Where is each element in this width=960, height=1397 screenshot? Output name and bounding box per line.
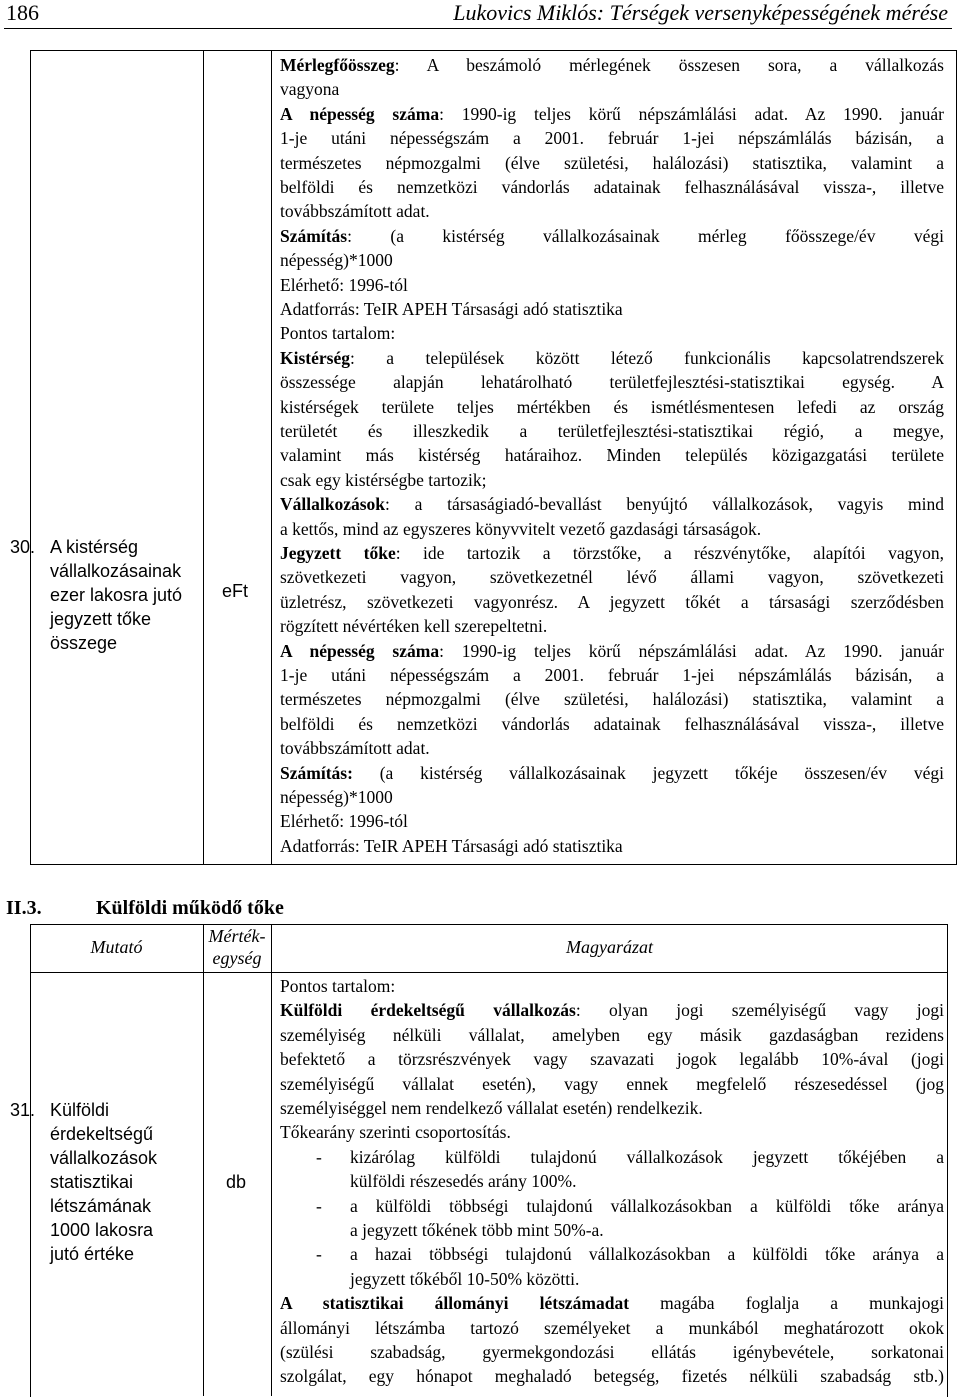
line-text: szövetkezeti vagyon, szövetkezetnél lévő állami vagyon, szövetkezeti: [280, 567, 944, 588]
indicator-number: 31.: [10, 1100, 36, 1120]
list-item: [316, 1194, 944, 1218]
text-line: [280, 419, 944, 443]
term: A népesség száma: [280, 103, 440, 124]
text-line: [280, 443, 944, 467]
text-line: [280, 126, 944, 150]
line-text: befektető a törzsrészvények vagy szavazati jogok legalább 10%-ával (jogi: [280, 1049, 944, 1070]
indicator-name: [50, 1098, 185, 1266]
unit-db: db: [226, 1172, 247, 1192]
text-line: [280, 1096, 944, 1120]
column-header-unit: [203, 925, 271, 969]
text-line: [280, 663, 944, 687]
term: Jegyzett tőke: [280, 543, 396, 563]
text-line: [280, 1316, 944, 1340]
line-text: Pontos tartalom:: [280, 323, 396, 344]
text-line: [280, 1291, 944, 1315]
text-line: [280, 1047, 944, 1071]
text-line: [280, 199, 944, 223]
running-title: Lukovics Miklós: Térségek versenyképességének mérése: [453, 0, 948, 25]
line-text: a kettős, mind az egyszeres könyvvitelt vezető gazdasági társaságok.: [280, 518, 762, 539]
indicator-name-line: összege: [50, 633, 118, 653]
text-line: [280, 1072, 944, 1096]
column-header-unit-line2: egység: [212, 948, 262, 968]
text-line: [280, 102, 944, 126]
line-text: szolgálat, egy hónapot meghaladó betegség, fizetés nélküli szabadság stb.): [280, 1366, 944, 1387]
text-line: [280, 517, 944, 541]
list-item: [316, 1145, 944, 1169]
text-line: [280, 248, 944, 272]
text-line: [280, 224, 944, 248]
text-line: [280, 1340, 944, 1364]
line-text: 1-je utáni népességszám a 2001. február 1-jei népszámlálás bázisán, a: [280, 665, 944, 685]
line-text: természetes népmozgalmi (élve születési, halálozási) statisztika, valamint a: [280, 152, 944, 173]
line-text: csak egy kistérségbe tartozik;: [280, 469, 487, 490]
term: Számítás: [280, 225, 348, 246]
indicator-name-line: vállalkozások: [50, 1148, 158, 1168]
indicator-name-line: jegyzett tőke: [50, 609, 152, 629]
text-line: [280, 1120, 944, 1144]
text-line: [280, 541, 944, 565]
text-line: [280, 297, 944, 321]
text-line: [280, 77, 944, 101]
line-text: belföldi és nemzetközi vándorlás adatainak felhasználásával vissza-, illetve: [280, 713, 944, 734]
indicator-name-line: A kistérség: [50, 537, 139, 557]
column-header-explanation: Magyarázat: [566, 937, 653, 957]
column-divider: [271, 50, 272, 865]
line-text: (a kistérség vállalkozásainak jegyzett tőkéje összesen/év végi: [352, 762, 944, 783]
text-line: [280, 974, 944, 998]
unit-eft: eFt: [222, 581, 249, 601]
text-line: [280, 346, 944, 370]
text-line: [280, 321, 944, 345]
column-header-unit-line1: Mérték-: [208, 926, 266, 946]
text-line: [280, 736, 944, 760]
column-divider: [271, 924, 272, 1396]
text-line: [280, 712, 944, 736]
line-text: népesség)*1000: [280, 250, 393, 271]
line-text: továbbszámított adat.: [280, 201, 430, 222]
line-text: összessége alapján lehatárolható területfejlesztési-statisztikai egység. A: [280, 372, 944, 393]
list-item-text: a külföldi többségi tulajdonú vállalkozásokban a külföldi tőke aránya: [350, 1195, 944, 1216]
term: Számítás:: [280, 762, 353, 783]
text-line: [280, 175, 944, 199]
line-text: magába foglalja a munkajogi: [629, 1293, 945, 1314]
term: A statisztikai állományi létszámadat: [280, 1293, 630, 1314]
indicator-name-line: érdekeltségű: [50, 1124, 154, 1144]
list-item-continuation: külföldi részesedés arány 100%.: [350, 1171, 577, 1192]
line-text: valamint más kistérség határaihoz. Minden település közigazgatási területe: [280, 445, 944, 466]
line-text: természetes népmozgalmi (élve születési, halálozási) statisztika, valamint a: [280, 689, 944, 710]
indicator-name-line: 1000 lakosra: [50, 1220, 154, 1240]
term: Vállalkozások: [280, 494, 386, 515]
line-text: személyiség nélküli vállalat, amelyben egy másik gazdaságban rezidens: [280, 1024, 944, 1045]
line-text: : (a kistérség vállalkozásainak mérleg főösszege/év végi: [347, 225, 944, 246]
indicator-name-line: jutó értéke: [50, 1244, 135, 1264]
text-line: [280, 590, 944, 614]
indicator-name-line: létszámának: [50, 1196, 152, 1216]
column-divider: [203, 50, 204, 865]
line-text: vagyona: [280, 79, 340, 100]
line-text: 1-je utáni népességszám a 2001. február 1-jei népszámlálás bázisán, a: [280, 128, 944, 149]
list-item-continuation: jegyzett tőkéből 10-50% közötti.: [350, 1268, 580, 1289]
line-text: területét és illeszkedik a területfejlesztési-statisztikai régió, a megye,: [280, 421, 944, 441]
line-text: Adatforrás: TeIR APEH Társasági adó statisztika: [280, 835, 623, 856]
text-line: [280, 998, 944, 1022]
text-line: [280, 809, 944, 833]
line-text: állományi létszámba tartozó személyeket a munkából meghatározott okok: [280, 1317, 944, 1338]
line-text: : A beszámoló mérlegének összesen sora, a vállalkozás: [394, 55, 944, 75]
column-divider: [203, 924, 204, 1396]
line-text: Tőkearány szerinti csoportosítás.: [280, 1122, 511, 1143]
list-item-text: a hazai többségi tulajdonú vállalkozásokban a külföldi tőke aránya a: [350, 1244, 944, 1265]
line-text: üzletrész, szövetkezeti vagyonrész. A jegyzett tőkét a társasági szerződésben: [280, 591, 944, 612]
text-line: [280, 1023, 944, 1047]
list-item: [316, 1242, 944, 1266]
text-line: [280, 761, 944, 785]
section-number: II.3.: [6, 897, 42, 919]
line-text: rögzített névértéken kell szerepeltetni.: [280, 616, 548, 637]
section-title: Külföldi működő tőke: [96, 897, 284, 919]
text-line: [280, 492, 944, 516]
header-divider: [30, 972, 948, 973]
text-line: [280, 785, 944, 809]
term: Kistérség: [280, 347, 350, 368]
line-text: továbbszámított adat.: [280, 738, 430, 759]
text-line: [280, 614, 944, 638]
indicator-name-line: ezer lakosra jutó: [50, 585, 183, 605]
text-line: [280, 370, 944, 394]
line-text: Adatforrás: TeIR APEH Társasági adó statisztika: [280, 299, 623, 319]
dash-bullet: -: [316, 1195, 322, 1216]
term: A népesség száma: [280, 640, 440, 661]
page-number: 186: [6, 0, 39, 25]
text-line: [280, 273, 944, 297]
text-line: [280, 395, 944, 419]
line-text: személyiséggel nem rendelkező vállalat esetén) rendelkezik.: [280, 1098, 703, 1118]
term: Mérlegfőösszeg: [280, 55, 395, 75]
dash-bullet: -: [316, 1244, 322, 1265]
line-text: : a társaságiadó-bevallást benyújtó vállalkozások, vagyis mind: [385, 494, 944, 515]
line-text: : 1990-ig teljes körű népszámlálási adat. Az 1990. január: [439, 640, 945, 661]
text-line: [280, 151, 944, 175]
line-text: : a települések között létező funkcionális kapcsolatrendszerek: [349, 347, 944, 368]
list-item-text: kizárólag külföldi tulajdonú vállalkozások jegyzett tőkéjében a: [350, 1146, 944, 1167]
indicator-number: 30.: [10, 537, 36, 557]
line-text: Elérhető: 1996-tól: [280, 811, 408, 832]
dash-bullet: -: [316, 1146, 322, 1167]
line-text: személyiségű vállalat esetén), vagy ennek megfelelő részesedéssel (jog: [280, 1073, 944, 1094]
text-line: [280, 687, 944, 711]
text-line: [280, 639, 944, 663]
line-text: : 1990-ig teljes körű népszámlálási adat. Az 1990. január: [439, 103, 945, 124]
indicator-name-line: vállalkozásainak: [50, 561, 182, 581]
indicator-name-line: Külföldi: [50, 1100, 110, 1120]
text-line: [280, 1364, 944, 1388]
list-item-continuation: a jegyzett tőkének több mint 50%-a.: [350, 1220, 604, 1240]
column-header-mutato: Mutató: [90, 937, 143, 957]
line-text: kistérségek területe teljes mértékben és ismétlésmentesen lefedi az ország: [280, 396, 944, 417]
text-line: [280, 53, 944, 77]
line-text: : ide tartozik a törzstőke, a részvénytőke, alapítói vagyon,: [395, 543, 944, 563]
text-line: [280, 834, 944, 858]
indicator-name: [50, 535, 185, 655]
line-text: (szülési szabadság, gyermekgondozási ellátás igénybevétele, sorkatonai: [280, 1342, 944, 1362]
line-text: Pontos tartalom:: [280, 976, 396, 996]
term: Külföldi érdekeltségű vállalkozás: [280, 1000, 576, 1021]
line-text: népesség)*1000: [280, 787, 393, 807]
line-text: Elérhető: 1996-tól: [280, 274, 408, 295]
line-text: : olyan jogi személyiségű vagy jogi: [575, 1000, 944, 1021]
text-line: [280, 565, 944, 589]
text-line: [280, 468, 944, 492]
line-text: belföldi és nemzetközi vándorlás adatainak felhasználásával vissza-, illetve: [280, 177, 944, 197]
indicator-name-line: statisztikai: [50, 1172, 134, 1192]
header-rule: [4, 28, 952, 29]
